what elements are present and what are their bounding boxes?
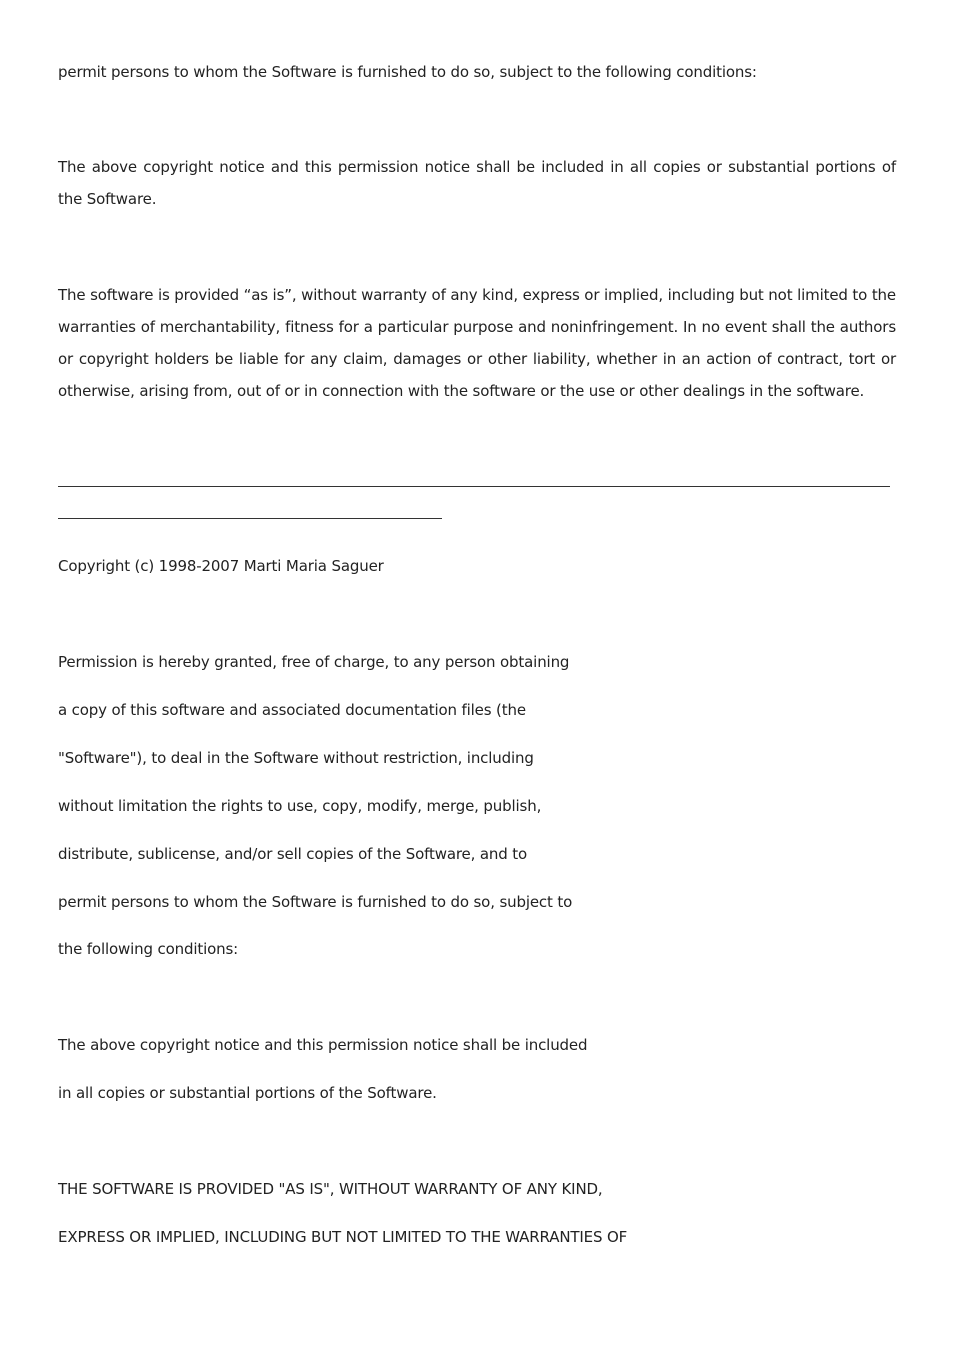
text-line: a copy of this software and associated documentation files (the [58, 701, 526, 719]
copyright-line: Copyright (c) 1998-2007 Marti Maria Saguer [58, 557, 384, 575]
text-line: "Software"), to deal in the Software without restriction, including [58, 749, 534, 767]
text-line: the Software. [58, 190, 157, 208]
text-line: The above copyright notice and this permission notice shall be included in all copies or substantial portions of [58, 158, 896, 176]
text-line: permit persons to whom the Software is furnished to do so, subject to [58, 893, 573, 911]
separator-rule [58, 518, 442, 519]
text-line: without limitation the rights to use, copy, modify, merge, publish, [58, 797, 542, 815]
text-line: The software is provided “as is”, without warranty of any kind, express or implied, including but not limited to the [58, 286, 896, 304]
text-line: The above copyright notice and this permission notice shall be included [58, 1036, 588, 1054]
text-line: or copyright holders be liable for any claim, damages or other liability, whether in an action of contract, tort or [58, 350, 896, 368]
separator-rule [58, 486, 890, 487]
text-line: EXPRESS OR IMPLIED, INCLUDING BUT NOT LIMITED TO THE WARRANTIES OF [58, 1228, 628, 1246]
text-line: warranties of merchantability, fitness for a particular purpose and noninfringement. In no event shall the authors [58, 318, 896, 336]
text-line: in all copies or substantial portions of the Software. [58, 1084, 437, 1102]
text-line: permit persons to whom the Software is furnished to do so, subject to the following conditions: [58, 63, 757, 81]
text-line: THE SOFTWARE IS PROVIDED "AS IS", WITHOUT WARRANTY OF ANY KIND, [58, 1180, 603, 1198]
text-line: distribute, sublicense, and/or sell copies of the Software, and to [58, 845, 528, 863]
text-line: otherwise, arising from, out of or in connection with the software or the use or other dealings in the software. [58, 382, 865, 400]
text-line: Permission is hereby granted, free of charge, to any person obtaining [58, 653, 570, 671]
text-line: the following conditions: [58, 940, 239, 958]
